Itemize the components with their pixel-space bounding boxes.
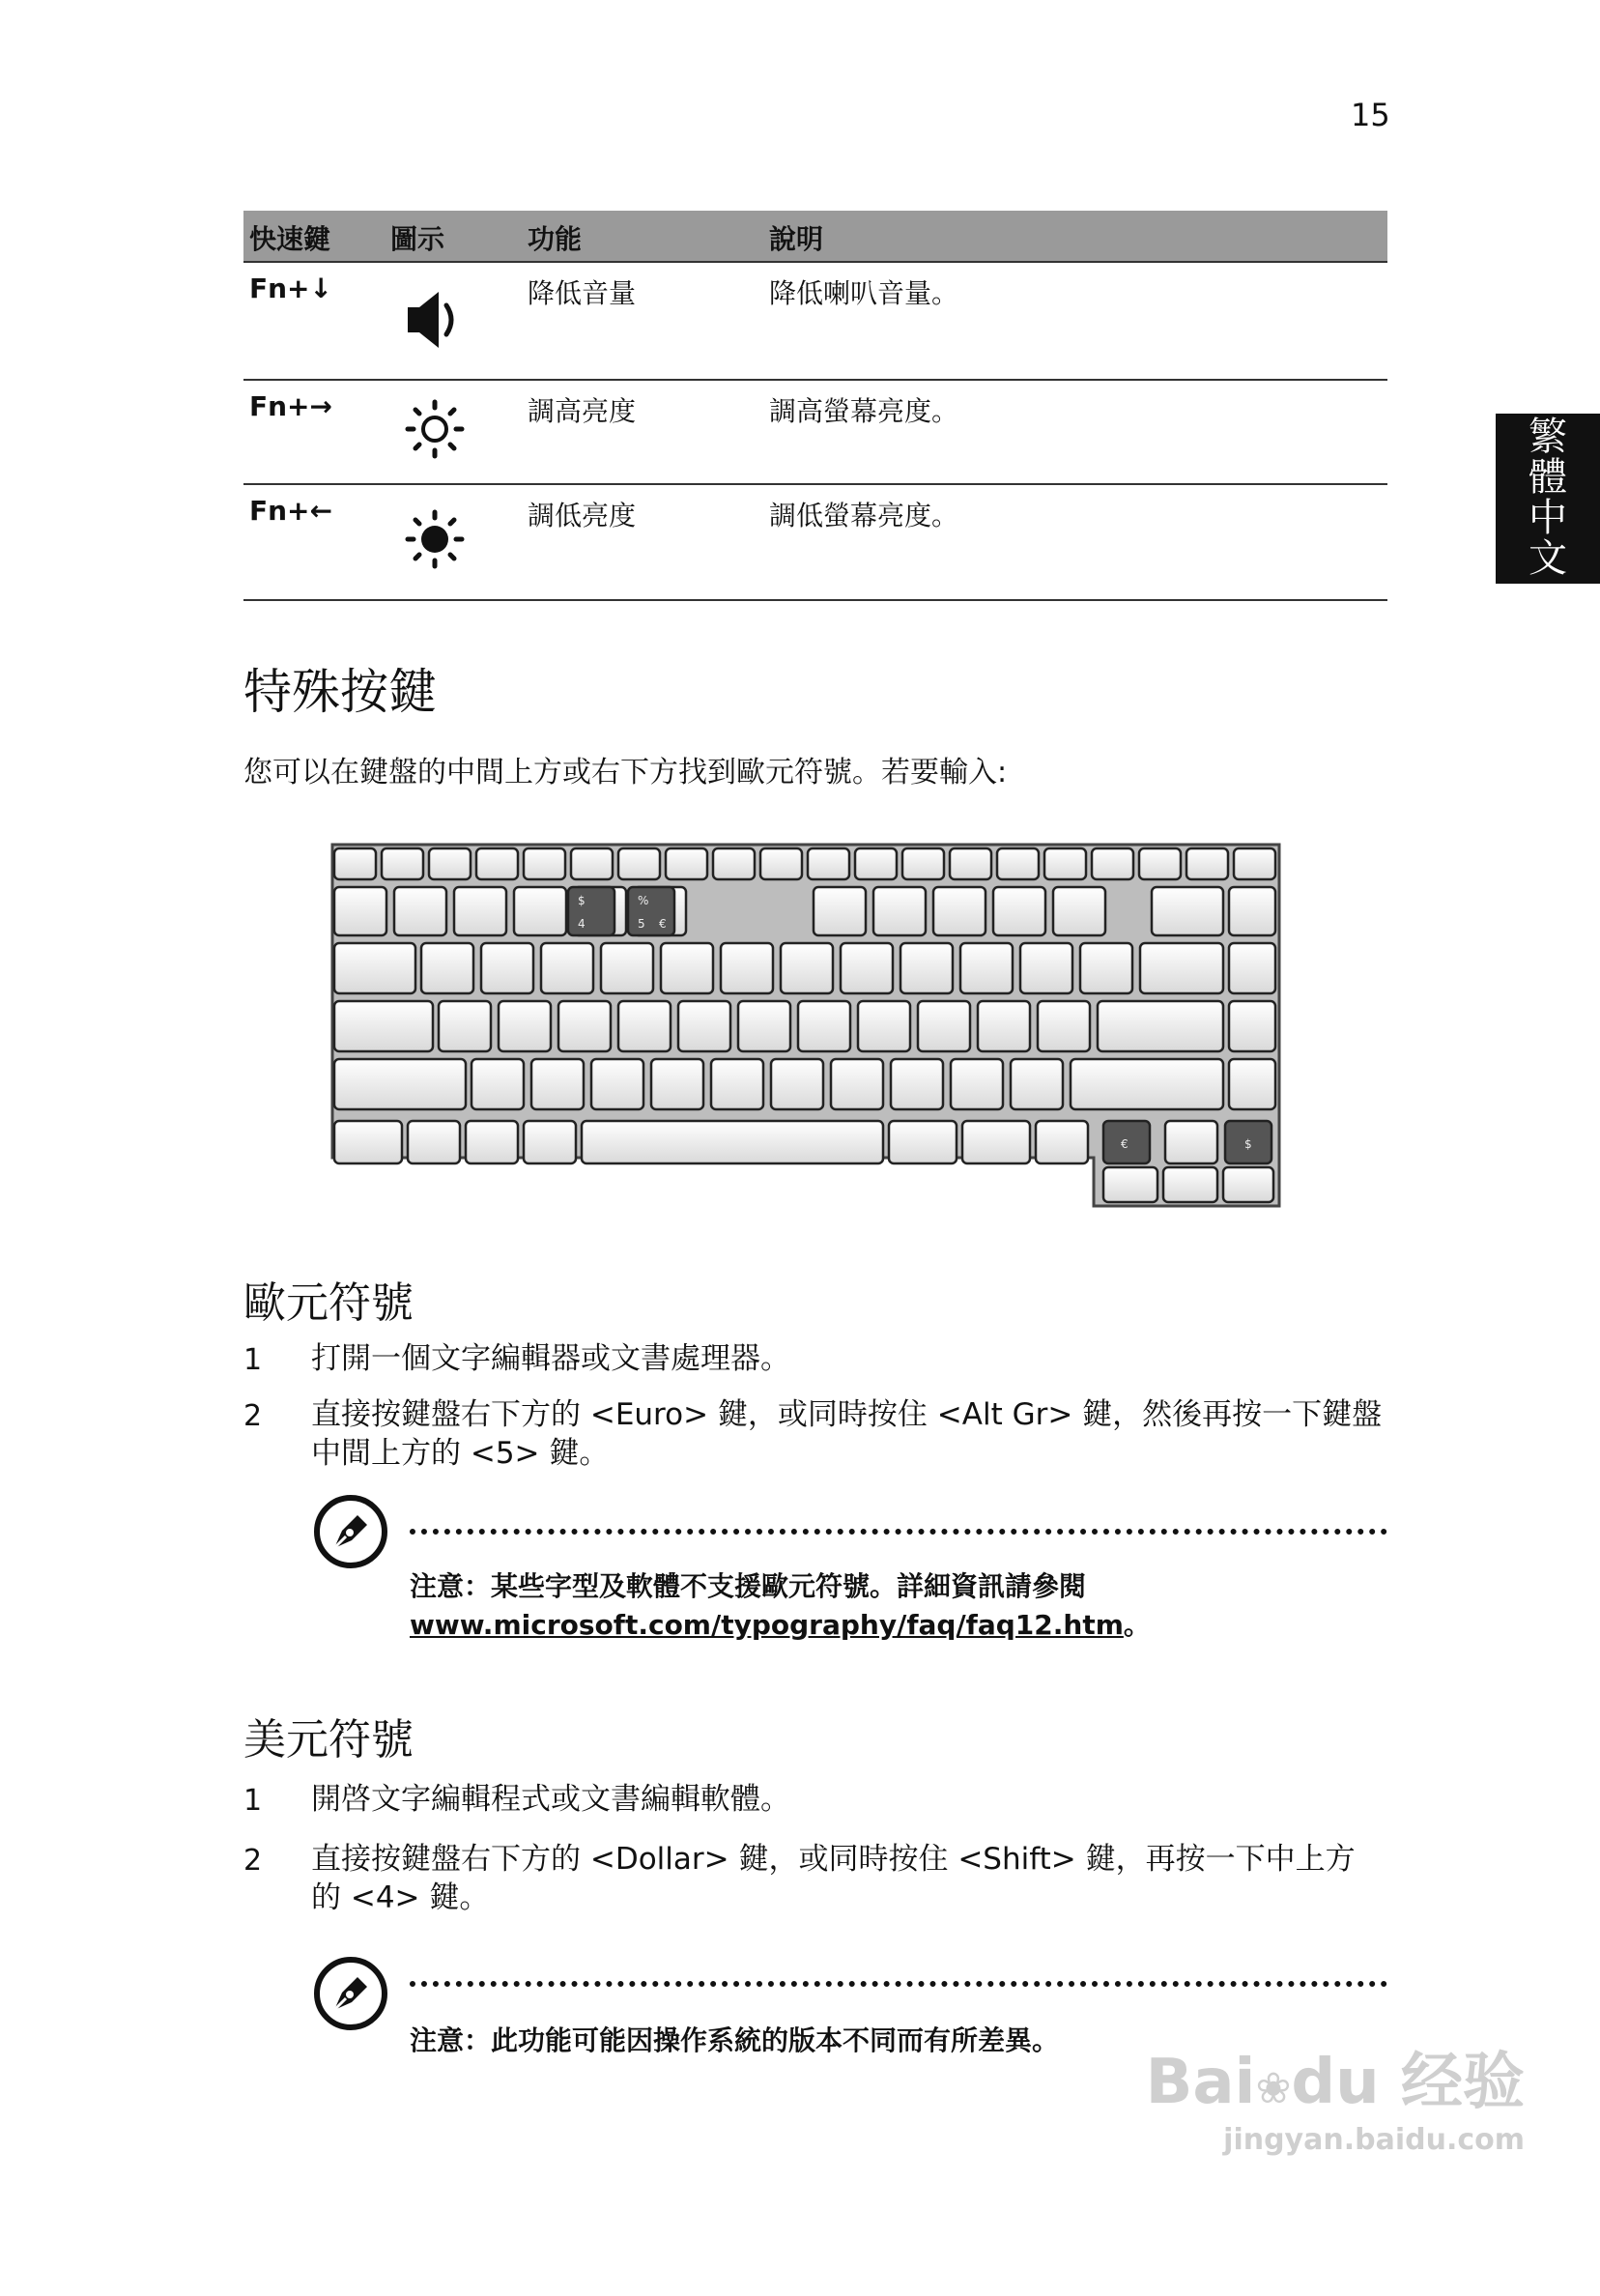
keyboard-key — [1098, 1001, 1223, 1051]
header-icon: 圖示 — [390, 223, 445, 255]
note-divider — [410, 1981, 1387, 1987]
language-side-tab — [1496, 414, 1600, 584]
keyboard-key — [334, 943, 415, 993]
keyboard-key — [1223, 1167, 1273, 1202]
keyboard-key — [1165, 1121, 1217, 1163]
watermark-brand: Bai — [1145, 2047, 1256, 2118]
step-number: 1 — [243, 1343, 263, 1377]
keyboard-key — [558, 1001, 611, 1051]
keyboard-key — [950, 848, 991, 879]
keyboard-key — [781, 943, 833, 993]
keyboard-key — [439, 1001, 491, 1051]
keyboard-key — [601, 943, 653, 993]
keyboard-key — [902, 848, 944, 879]
keyboard-key — [471, 1059, 524, 1109]
key-label: 5 — [638, 917, 645, 931]
table-row — [243, 381, 1387, 485]
keyboard-key — [1036, 1121, 1088, 1163]
keyboard-key — [1229, 1059, 1275, 1109]
watermark-brand2: du — [1291, 2047, 1380, 2118]
five-euro-key — [628, 887, 674, 935]
keyboard-key — [1186, 848, 1228, 879]
keyboard-key — [481, 943, 533, 993]
header-hotkey: 快速鍵 — [249, 223, 331, 255]
hotkey-cell: Fn+↓ — [249, 273, 332, 304]
step-number: 2 — [243, 1399, 263, 1433]
watermark-url: jingyan.baidu.com — [1223, 2123, 1525, 2157]
keyboard-key — [873, 887, 926, 935]
microsoft-faq-link[interactable]: www.microsoft.com/typography/faq/faq12.htm — [410, 1609, 1124, 1641]
keyboard-key — [499, 1001, 551, 1051]
keyboard-key — [962, 1121, 1030, 1163]
keyboard-key — [666, 848, 707, 879]
keyboard-key — [841, 943, 893, 993]
keyboard-key — [678, 1001, 730, 1051]
keyboard-key — [808, 848, 849, 879]
keyboard-key — [1229, 887, 1275, 935]
note-pen-icon — [313, 1494, 388, 1569]
keyboard-key — [1229, 943, 1275, 993]
brightness-up-icon — [404, 398, 466, 460]
euro-key — [1103, 1121, 1150, 1163]
keyboard-key — [334, 887, 386, 935]
step-text: 直接按鍵盤右下方的 <Dollar> 鍵，或同時按住 <Shift> 鍵，再按一下中上方的 <4> 鍵。 — [311, 1842, 1356, 1915]
brightness-down-icon — [404, 508, 466, 570]
keyboard-key — [1092, 848, 1133, 879]
keyboard-key — [738, 1001, 790, 1051]
keyboard-key — [1011, 1059, 1063, 1109]
hotkey-cell: Fn+→ — [249, 390, 332, 422]
section-intro: 您可以在鍵盤的中間上方或右下方找到歐元符號。若要輸入: — [243, 756, 1008, 789]
page-number: 15 — [1351, 97, 1390, 133]
note-body: 某些字型及軟體不支援歐元符號。詳細資訊請參閱 — [491, 1570, 1087, 1602]
keyboard-key — [466, 1121, 518, 1163]
keyboard-key — [1020, 943, 1072, 993]
note-end: 。 — [1123, 1609, 1151, 1641]
keyboard-key — [334, 1001, 433, 1051]
header-function: 功能 — [528, 223, 583, 255]
keyboard-key — [798, 1001, 850, 1051]
keyboard-key — [421, 943, 473, 993]
table-row — [243, 485, 1387, 601]
keyboard-key — [997, 848, 1039, 879]
keyboard-key — [514, 887, 566, 935]
keyboard-key — [1163, 1167, 1217, 1202]
header-description: 說明 — [769, 223, 824, 255]
keyboard-key — [618, 848, 660, 879]
step-number: 1 — [243, 1784, 263, 1818]
keyboard-key — [900, 943, 953, 993]
section-title: 特殊按鍵 — [243, 664, 437, 720]
keyboard-key — [721, 943, 773, 993]
keyboard-key — [1234, 848, 1275, 879]
function-cell: 降低音量 — [528, 277, 637, 309]
keyboard-key — [571, 848, 613, 879]
description-cell: 調低螢幕亮度。 — [769, 500, 959, 531]
keyboard-key — [454, 887, 506, 935]
keyboard-key — [1229, 1001, 1275, 1051]
keyboard-key — [541, 943, 593, 993]
keyboard-key — [891, 1059, 943, 1109]
dollar-four-key — [568, 887, 614, 935]
step-text: 打開一個文字編輯器或文書處理器。 — [311, 1341, 790, 1376]
keyboard-key — [661, 943, 713, 993]
speaker-volume-down-icon — [406, 286, 460, 354]
keyboard-key — [933, 887, 986, 935]
keyboard-key — [1152, 887, 1223, 935]
keyboard-key — [855, 848, 897, 879]
keyboard-key — [334, 1059, 466, 1109]
keyboard-key — [591, 1059, 643, 1109]
function-cell: 調低亮度 — [528, 500, 637, 531]
keyboard-key — [814, 887, 866, 935]
note-body: 此功能可能因操作系統的版本不同而有所差異。 — [491, 2024, 1060, 2056]
keyboard-key — [711, 1059, 763, 1109]
description-cell: 降低喇叭音量。 — [769, 277, 959, 309]
keyboard-key — [889, 1121, 957, 1163]
keyboard-key — [978, 1001, 1030, 1051]
table-header — [243, 211, 1387, 263]
keyboard-key — [918, 1001, 970, 1051]
keyboard-key — [334, 1121, 402, 1163]
watermark-brand-cn: 经验 — [1401, 2047, 1525, 2118]
keyboard-key — [951, 1059, 1003, 1109]
key-label: $ — [578, 894, 586, 907]
keyboard-key — [334, 848, 376, 879]
keyboard-key — [1139, 848, 1181, 879]
keyboard-key — [713, 848, 755, 879]
keyboard-key — [408, 1121, 460, 1163]
keyboard-key — [858, 1001, 910, 1051]
table-row — [243, 263, 1387, 381]
description-cell: 調高螢幕亮度。 — [769, 395, 959, 427]
keyboard-key — [1071, 1059, 1223, 1109]
key-label: 4 — [578, 917, 586, 931]
hotkey-table — [243, 211, 1387, 601]
baidu-watermark — [1146, 2049, 1525, 2157]
side-tab-char: 文 — [1529, 536, 1567, 581]
key-label: % — [638, 894, 649, 907]
keyboard-key — [1038, 1001, 1090, 1051]
step-number: 2 — [243, 1844, 263, 1878]
keyboard-illustration — [325, 839, 1287, 1210]
keyboard-key — [429, 848, 471, 879]
key-label: € — [659, 917, 667, 931]
keyboard-key — [524, 1121, 576, 1163]
keyboard-key — [771, 1059, 823, 1109]
function-cell: 調高亮度 — [528, 395, 637, 427]
keyboard-key — [993, 887, 1045, 935]
keyboard-key — [1103, 1167, 1157, 1202]
dollar-key — [1225, 1121, 1271, 1163]
note-divider — [410, 1529, 1387, 1535]
step-text: 直接按鍵盤右下方的 <Euro> 鍵，或同時按住 <Alt Gr> 鍵，然後再按一下鍵盤中間上方的 <5> 鍵。 — [311, 1397, 1383, 1471]
key-label: € — [1121, 1137, 1129, 1151]
note-text — [410, 1567, 1376, 1645]
euro-section-title: 歐元符號 — [243, 1278, 414, 1328]
keyboard-key — [1044, 848, 1086, 879]
side-tab-char: 體 — [1529, 455, 1567, 500]
side-tab-char: 繁 — [1529, 415, 1567, 459]
keyboard-key — [760, 848, 802, 879]
note-label: 注意： — [410, 2024, 492, 2056]
keyboard-key — [960, 943, 1013, 993]
side-tab-char: 中 — [1529, 496, 1567, 540]
keyboard-key — [831, 1059, 883, 1109]
keyboard-key — [1140, 943, 1223, 993]
keyboard-key — [531, 1059, 584, 1109]
keyboard-key — [394, 887, 446, 935]
dollar-section-title: 美元符號 — [243, 1715, 414, 1765]
note-pen-icon — [313, 1956, 388, 2031]
keyboard-key — [618, 1001, 671, 1051]
keyboard-key — [651, 1059, 703, 1109]
note-label: 注意： — [410, 1570, 492, 1602]
keyboard-key — [582, 1121, 883, 1163]
paw-icon: ❀ — [1255, 2064, 1292, 2113]
keyboard-key — [382, 848, 423, 879]
keyboard-key — [1080, 943, 1132, 993]
keyboard-key — [1053, 887, 1105, 935]
step-text: 開啓文字編輯程式或文書編輯軟體。 — [311, 1782, 790, 1817]
key-label: $ — [1244, 1137, 1252, 1151]
keyboard-key — [476, 848, 518, 879]
keyboard-key — [524, 848, 565, 879]
hotkey-cell: Fn+← — [249, 495, 332, 527]
